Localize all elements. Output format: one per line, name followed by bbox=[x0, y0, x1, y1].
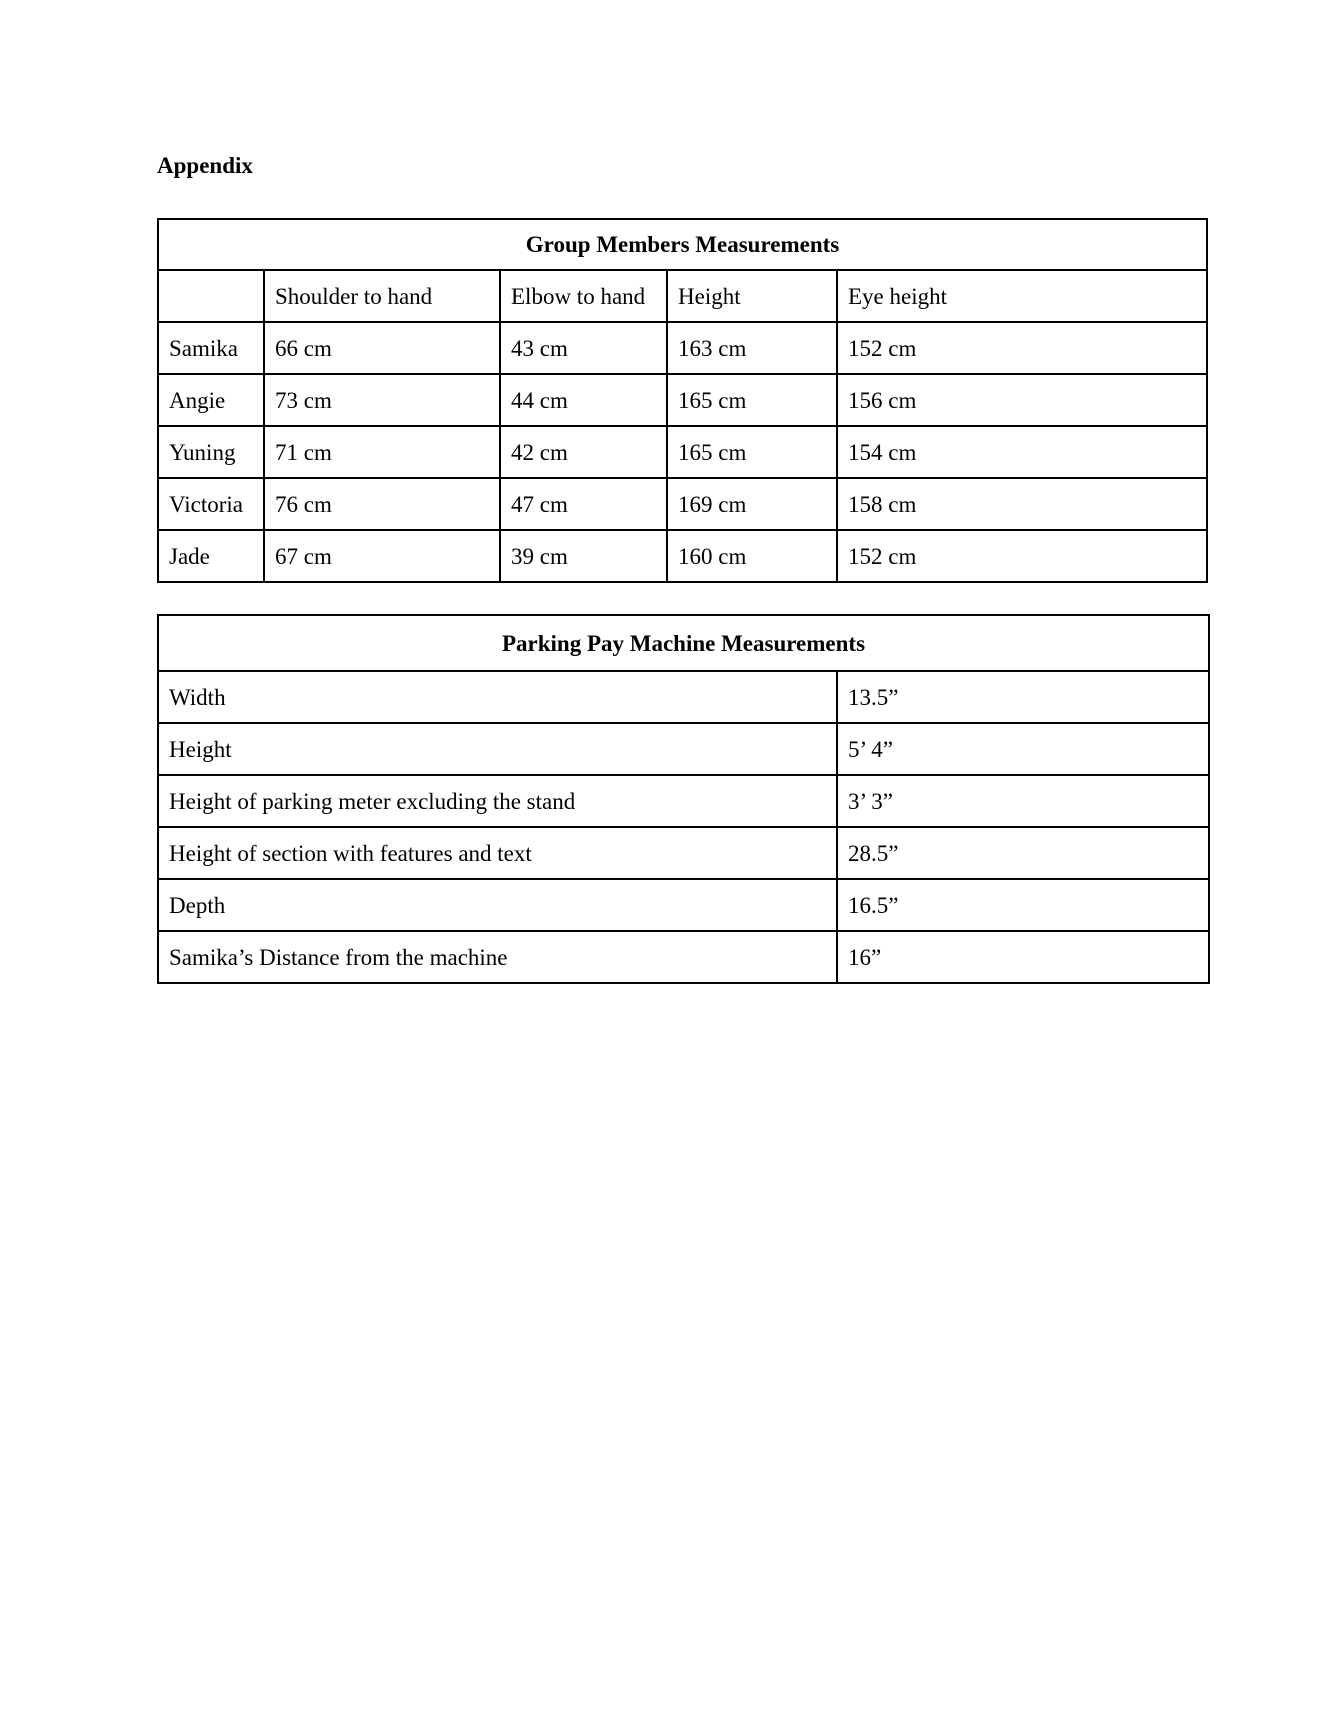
eye-height-value: 152 cm bbox=[837, 322, 1207, 374]
member-name: Victoria bbox=[158, 478, 264, 530]
table-row bbox=[158, 530, 1207, 582]
eye-height-value: 158 cm bbox=[837, 478, 1207, 530]
shoulder-to-hand-value: 71 cm bbox=[264, 426, 500, 478]
table-title-row bbox=[158, 219, 1207, 270]
elbow-to-hand-value: 44 cm bbox=[500, 374, 667, 426]
header-eye-height: Eye height bbox=[837, 270, 1207, 322]
eye-height-value: 154 cm bbox=[837, 426, 1207, 478]
header-height: Height bbox=[667, 270, 837, 322]
eye-height-value: 152 cm bbox=[837, 530, 1207, 582]
measurement-value: 16” bbox=[837, 931, 1209, 983]
measurement-label: Samika’s Distance from the machine bbox=[158, 931, 837, 983]
table-row bbox=[158, 322, 1207, 374]
measurement-value: 16.5” bbox=[837, 879, 1209, 931]
member-name: Samika bbox=[158, 322, 264, 374]
height-value: 163 cm bbox=[667, 322, 837, 374]
height-value: 165 cm bbox=[667, 426, 837, 478]
table-row bbox=[158, 671, 1209, 723]
shoulder-to-hand-value: 67 cm bbox=[264, 530, 500, 582]
shoulder-to-hand-value: 66 cm bbox=[264, 322, 500, 374]
elbow-to-hand-value: 43 cm bbox=[500, 322, 667, 374]
table-row bbox=[158, 723, 1209, 775]
parking-machine-table bbox=[157, 614, 1210, 984]
appendix-heading: Appendix bbox=[157, 153, 253, 178]
header-elbow-to-hand: Elbow to hand bbox=[500, 270, 667, 322]
table-row bbox=[158, 374, 1207, 426]
measurement-label: Depth bbox=[158, 879, 837, 931]
table-row bbox=[158, 879, 1209, 931]
shoulder-to-hand-value: 73 cm bbox=[264, 374, 500, 426]
header-shoulder-to-hand: Shoulder to hand bbox=[264, 270, 500, 322]
measurement-label: Height of parking meter excluding the stand bbox=[158, 775, 837, 827]
eye-height-value: 156 cm bbox=[837, 374, 1207, 426]
height-value: 169 cm bbox=[667, 478, 837, 530]
shoulder-to-hand-value: 76 cm bbox=[264, 478, 500, 530]
measurement-value: 3’ 3” bbox=[837, 775, 1209, 827]
table-row bbox=[158, 478, 1207, 530]
measurement-label: Height bbox=[158, 723, 837, 775]
elbow-to-hand-value: 39 cm bbox=[500, 530, 667, 582]
height-value: 165 cm bbox=[667, 374, 837, 426]
measurement-value: 5’ 4” bbox=[837, 723, 1209, 775]
group-table-title: Group Members Measurements bbox=[158, 219, 1207, 270]
measurement-label: Height of section with features and text bbox=[158, 827, 837, 879]
elbow-to-hand-value: 47 cm bbox=[500, 478, 667, 530]
elbow-to-hand-value: 42 cm bbox=[500, 426, 667, 478]
measurement-label: Width bbox=[158, 671, 837, 723]
measurement-value: 13.5” bbox=[837, 671, 1209, 723]
table-row bbox=[158, 775, 1209, 827]
table-header-row bbox=[158, 270, 1207, 322]
measurement-value: 28.5” bbox=[837, 827, 1209, 879]
table-row bbox=[158, 931, 1209, 983]
group-members-table bbox=[157, 218, 1208, 583]
table-row bbox=[158, 426, 1207, 478]
machine-table-title: Parking Pay Machine Measurements bbox=[158, 615, 1209, 671]
table-title-row bbox=[158, 615, 1209, 671]
table-row bbox=[158, 827, 1209, 879]
height-value: 160 cm bbox=[667, 530, 837, 582]
member-name: Angie bbox=[158, 374, 264, 426]
member-name: Yuning bbox=[158, 426, 264, 478]
member-name: Jade bbox=[158, 530, 264, 582]
header-cell-empty bbox=[158, 270, 264, 322]
